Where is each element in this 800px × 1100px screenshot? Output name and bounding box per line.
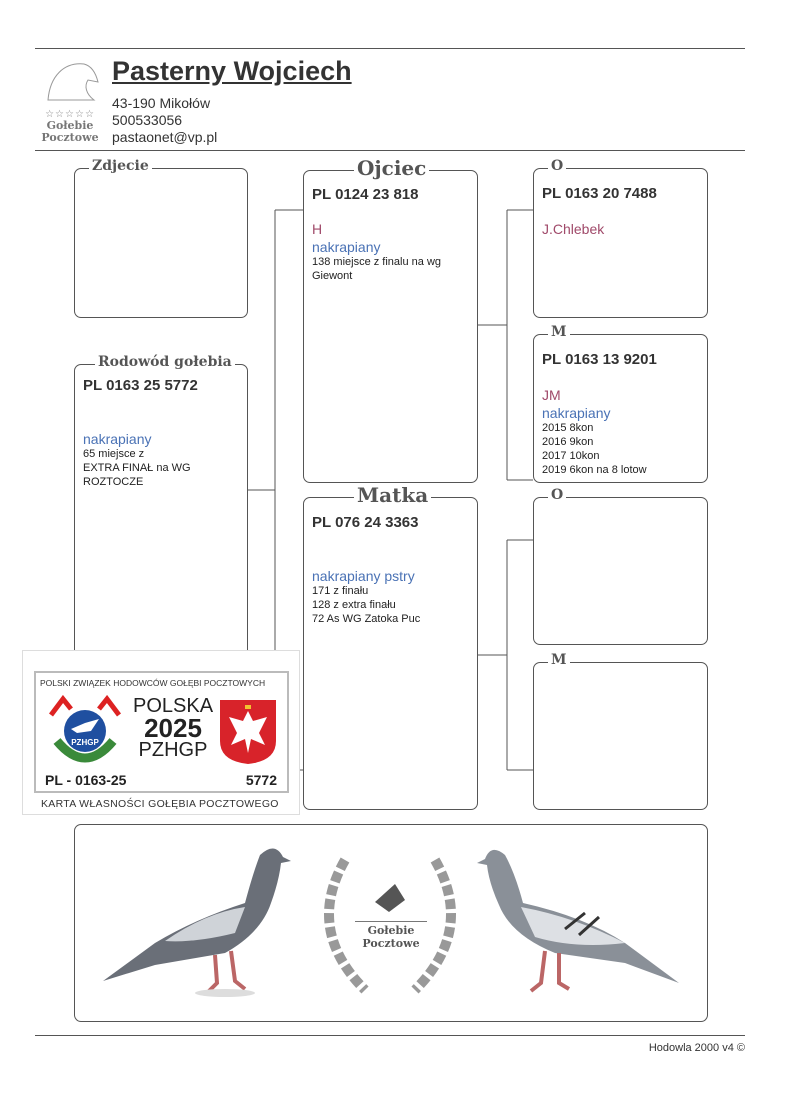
father-mother-box bbox=[533, 324, 708, 483]
father-ring: PL 0124 23 818 bbox=[312, 186, 419, 203]
fm-ring: PL 0163 13 9201 bbox=[542, 351, 657, 368]
card-org: POLSKI ZWIĄZEK HODOWCÓW GOŁĘBI POCZTOWYCH bbox=[40, 678, 266, 688]
card-caption: KARTA WŁASNOŚCI GOŁĘBIA POCZTOWEGO bbox=[41, 798, 279, 810]
father-note: 138 miejsce z finalu na wg bbox=[312, 256, 442, 268]
logo-text-1: Gołebie bbox=[46, 119, 94, 132]
mother-color: nakrapiany pstry bbox=[312, 568, 415, 584]
stars-icon: ☆☆☆☆☆ bbox=[45, 109, 95, 120]
pigeon-right-icon bbox=[475, 833, 685, 1013]
banner-logo-text-2: Pocztowe bbox=[362, 937, 420, 950]
mother-legend: Matka bbox=[354, 483, 431, 507]
father-color: nakrapiany bbox=[312, 239, 381, 255]
mother-note: 171 z finału bbox=[312, 585, 369, 597]
fm-note: 2016 9kon bbox=[542, 436, 594, 448]
ff-breeder: J.Chlebek bbox=[542, 221, 605, 237]
fm-legend: M bbox=[548, 324, 570, 340]
ff-legend: O bbox=[548, 158, 566, 174]
mother-box bbox=[303, 483, 478, 810]
bottom-rule bbox=[35, 1035, 745, 1036]
pigeon-ring: PL 0163 25 5772 bbox=[83, 377, 198, 394]
breeder-address: 43-190 Mikołów bbox=[112, 95, 211, 111]
photo-box bbox=[74, 158, 248, 318]
mother-ring: PL 076 24 3363 bbox=[312, 514, 419, 531]
footer-text: Hodowla 2000 v4 © bbox=[648, 1042, 745, 1054]
card-ring-right: 5772 bbox=[245, 772, 277, 788]
fm-note: 2019 6kon na 8 lotow bbox=[542, 464, 647, 476]
pigeon-left-icon bbox=[95, 833, 295, 1013]
pigeon-note: ROZTOCZE bbox=[83, 476, 144, 488]
fm-note: 2017 10kon bbox=[542, 450, 600, 462]
pigeon-color: nakrapiany bbox=[83, 431, 152, 447]
breeder-phone: 500533056 bbox=[112, 112, 183, 128]
father-legend: Ojciec bbox=[354, 156, 429, 180]
father-box bbox=[303, 156, 478, 483]
ownership-card bbox=[22, 650, 300, 815]
card-ring-left: PL - 0163-25 bbox=[45, 772, 127, 788]
mother-father-box bbox=[533, 487, 708, 645]
fm-color: nakrapiany bbox=[542, 405, 611, 421]
breeder-email: pastaonet@vp.pl bbox=[112, 129, 218, 145]
pigeon-banner bbox=[74, 824, 708, 1022]
pigeon-legend: Rodowód gołebia bbox=[95, 354, 235, 370]
father-sex: H bbox=[312, 221, 323, 237]
fm-sex: JM bbox=[542, 387, 561, 403]
mm-legend: M bbox=[548, 652, 570, 668]
pzhgp-emblem-icon bbox=[47, 695, 123, 767]
banner-logo-text-1: Gołebie bbox=[367, 924, 415, 937]
father-father-box bbox=[533, 158, 708, 318]
mother-note: 128 z extra finału bbox=[312, 599, 396, 611]
card-year: 2025 bbox=[144, 713, 202, 743]
emblem-text: PZHGP bbox=[71, 738, 99, 747]
logo-text-2: Pocztowe bbox=[41, 131, 99, 144]
photo-legend: Zdjecie bbox=[89, 158, 152, 174]
card-country: POLSKA bbox=[133, 695, 214, 717]
mother-mother-box bbox=[533, 652, 708, 810]
ff-ring: PL 0163 20 7488 bbox=[542, 185, 657, 202]
pigeon-note: EXTRA FINAŁ na WG bbox=[83, 462, 191, 474]
fm-note: 2015 8kon bbox=[542, 422, 594, 434]
card-abbr: PZHGP bbox=[138, 739, 208, 761]
father-note: Giewont bbox=[312, 270, 353, 282]
breeder-name: Pasterny Wojciech bbox=[112, 56, 352, 86]
mf-legend: O bbox=[548, 487, 566, 503]
polish-eagle-icon bbox=[219, 699, 277, 765]
pigeon-note: 65 miejsce z bbox=[83, 448, 145, 460]
mother-note: 72 As WG Zatoka Puc bbox=[312, 613, 421, 625]
